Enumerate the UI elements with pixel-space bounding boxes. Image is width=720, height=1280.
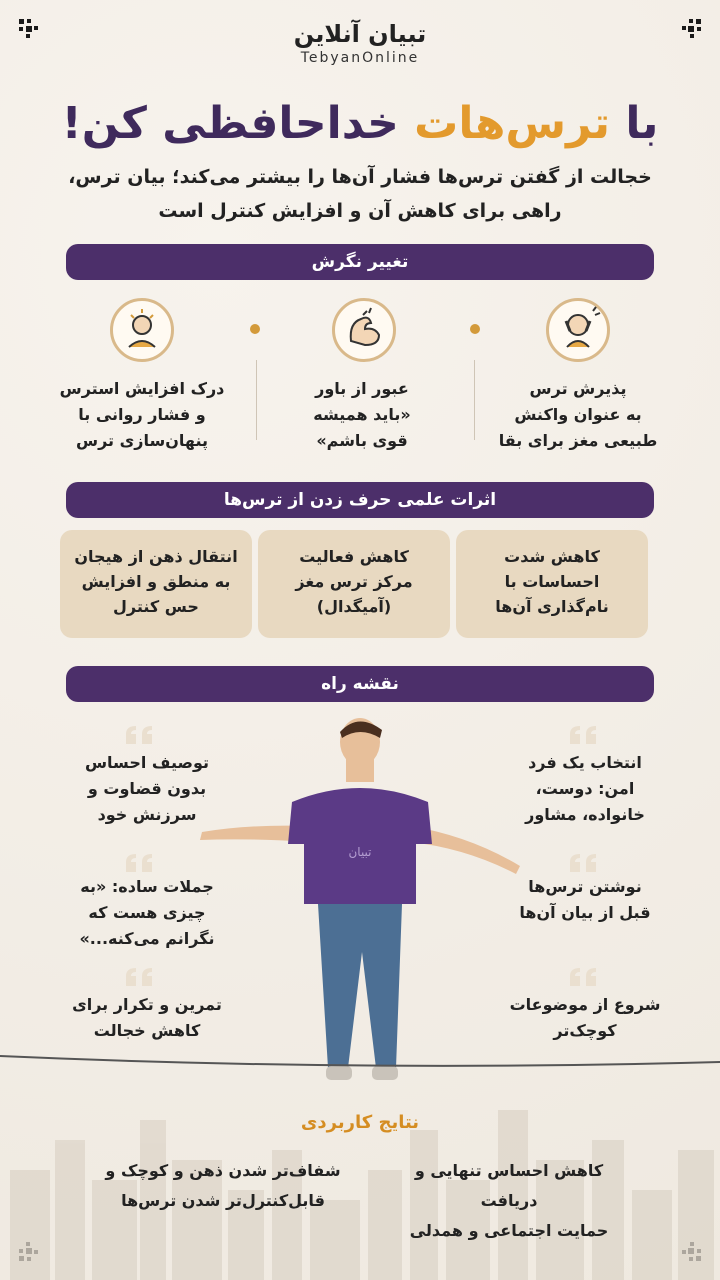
perspective-item-3-line-2: و فشار روانی با bbox=[78, 405, 206, 424]
roadmap-right-step-2-line-2: قبل از بیان آن‌ها bbox=[519, 903, 651, 922]
roadmap-left-step-2-line-3: نگرانم می‌کنه...» bbox=[79, 929, 215, 948]
roadmap-left-step-2 bbox=[62, 874, 232, 952]
roadmap-left-step-1-line-3: سرزنش خود bbox=[97, 805, 197, 824]
perspective-item-2-line-1: عبور از باور bbox=[315, 379, 409, 398]
effect-card-2-line-3: (آمیگدال) bbox=[316, 597, 392, 616]
roadmap-left-step-1-line-2: بدون قضاوت و bbox=[87, 779, 207, 798]
roadmap-left-step-3-line-2: کاهش خجالت bbox=[93, 1021, 201, 1040]
brand-logo-persian: تبیان آنلاین bbox=[293, 20, 427, 48]
title-part-3: خداحافظی کن! bbox=[61, 98, 415, 149]
result-left bbox=[98, 1156, 348, 1216]
perspective-item-1-line-2: به عنوان واکنش bbox=[514, 405, 642, 424]
quote-mark-icon bbox=[568, 724, 602, 746]
roadmap-left-step-2-line-1: جملات ساده: «به bbox=[80, 877, 214, 896]
page-title bbox=[0, 96, 720, 152]
perspective-item-1 bbox=[488, 376, 668, 454]
quote-mark-icon bbox=[568, 966, 602, 988]
title-highlight: ترس‌هات bbox=[414, 98, 610, 149]
quote-mark-icon bbox=[568, 852, 602, 874]
brand-logo-english: TebyanOnline bbox=[300, 50, 420, 66]
flexed-arm-icon bbox=[332, 298, 396, 362]
result-right-line-1: کاهش احساس تنهایی و دریافت bbox=[414, 1161, 604, 1210]
brand-logo bbox=[0, 20, 720, 66]
column-divider bbox=[256, 360, 257, 440]
effect-card-1-line-1: کاهش شدت bbox=[504, 547, 600, 566]
section-header-roadmap: نقشه راه bbox=[66, 666, 654, 702]
roadmap-right-step-2 bbox=[500, 874, 670, 926]
effect-card-1-line-3: نام‌گذاری آن‌ها bbox=[495, 597, 609, 616]
tightrope-walker-illustration bbox=[180, 716, 540, 1086]
result-right-line-2: حمایت اجتماعی و همدلی bbox=[409, 1221, 609, 1240]
perspective-item-3 bbox=[52, 376, 232, 454]
effect-card-3-line-2: به منطق و افزایش bbox=[81, 572, 231, 591]
column-divider bbox=[474, 360, 475, 440]
separator-dot bbox=[250, 324, 260, 334]
roadmap-right-step-1-line-2: امن: دوست، bbox=[535, 779, 635, 798]
separator-dot bbox=[470, 324, 480, 334]
effect-card-1-line-2: احساسات با bbox=[504, 572, 600, 591]
roadmap-right-step-1-line-3: خانواده، مشاور bbox=[525, 805, 645, 824]
perspective-item-3-line-1: درک افزایش استرس bbox=[59, 379, 225, 398]
roadmap-left-step-3-line-1: تمرین و تکرار برای bbox=[72, 995, 222, 1014]
roadmap-left-step-1-line-1: توصیف احساس bbox=[84, 753, 210, 772]
result-left-line-1: شفاف‌تر شدن ذهن و کوچک و bbox=[105, 1161, 341, 1180]
roadmap-right-step-3 bbox=[500, 992, 670, 1044]
stressed-person-icon bbox=[110, 298, 174, 362]
results-title: نتایج کاربردی bbox=[300, 1112, 420, 1133]
shirt-logo-text: تبیان bbox=[348, 845, 372, 859]
subtitle-line-2: راهی برای کاهش آن و افزایش کنترل است bbox=[158, 200, 562, 222]
roadmap-left-step-2-line-2: چیزی هست که bbox=[88, 903, 206, 922]
roadmap-left-step-3 bbox=[62, 992, 232, 1044]
result-right bbox=[384, 1156, 634, 1246]
effect-card-2-line-2: مرکز ترس مغز bbox=[295, 572, 413, 591]
quote-mark-icon bbox=[124, 852, 158, 874]
result-left-line-2: قابل‌کنترل‌تر شدن ترس‌ها bbox=[121, 1191, 325, 1210]
page-subtitle bbox=[60, 160, 660, 228]
effect-card-3-line-1: انتقال ذهن از هیجان bbox=[74, 547, 238, 566]
subtitle-line-1: خجالت از گفتن ترس‌ها فشار آن‌ها را بیشتر می‌کند؛ بیان ترس، bbox=[68, 166, 652, 188]
roadmap-right-step-3-line-2: کوچک‌تر bbox=[553, 1021, 617, 1040]
perspective-item-1-line-3: طبیعی مغز برای بقا bbox=[498, 431, 658, 450]
scared-person-icon bbox=[546, 298, 610, 362]
effect-card-2 bbox=[258, 530, 450, 638]
section-header-perspective: تغییر نگرش bbox=[66, 244, 654, 280]
perspective-item-1-line-1: پذیرش ترس bbox=[529, 379, 627, 398]
roadmap-right-step-1 bbox=[500, 750, 670, 828]
section-header-effects: اثرات علمی حرف زدن از ترس‌ها bbox=[66, 482, 654, 518]
effect-card-1 bbox=[456, 530, 648, 638]
roadmap-right-step-3-line-1: شروع از موضوعات bbox=[509, 995, 661, 1014]
tightrope-line bbox=[0, 1050, 720, 1080]
roadmap-right-step-2-line-1: نوشتن ترس‌ها bbox=[528, 877, 642, 896]
quote-mark-icon bbox=[124, 724, 158, 746]
title-part-1: با bbox=[610, 98, 659, 149]
roadmap-right-step-1-line-1: انتخاب یک فرد bbox=[528, 753, 642, 772]
perspective-item-2-line-3: قوی باشم» bbox=[316, 431, 408, 450]
perspective-item-2-line-2: «باید همیشه bbox=[313, 405, 411, 424]
effect-card-2-line-1: کاهش فعالیت bbox=[299, 547, 409, 566]
quote-mark-icon bbox=[124, 966, 158, 988]
roadmap-left-step-1 bbox=[62, 750, 232, 828]
effect-card-3-line-3: حس کنترل bbox=[113, 597, 199, 616]
effect-card-3 bbox=[60, 530, 252, 638]
perspective-item-2 bbox=[272, 376, 452, 454]
perspective-item-3-line-3: پنهان‌سازی ترس bbox=[76, 431, 208, 450]
